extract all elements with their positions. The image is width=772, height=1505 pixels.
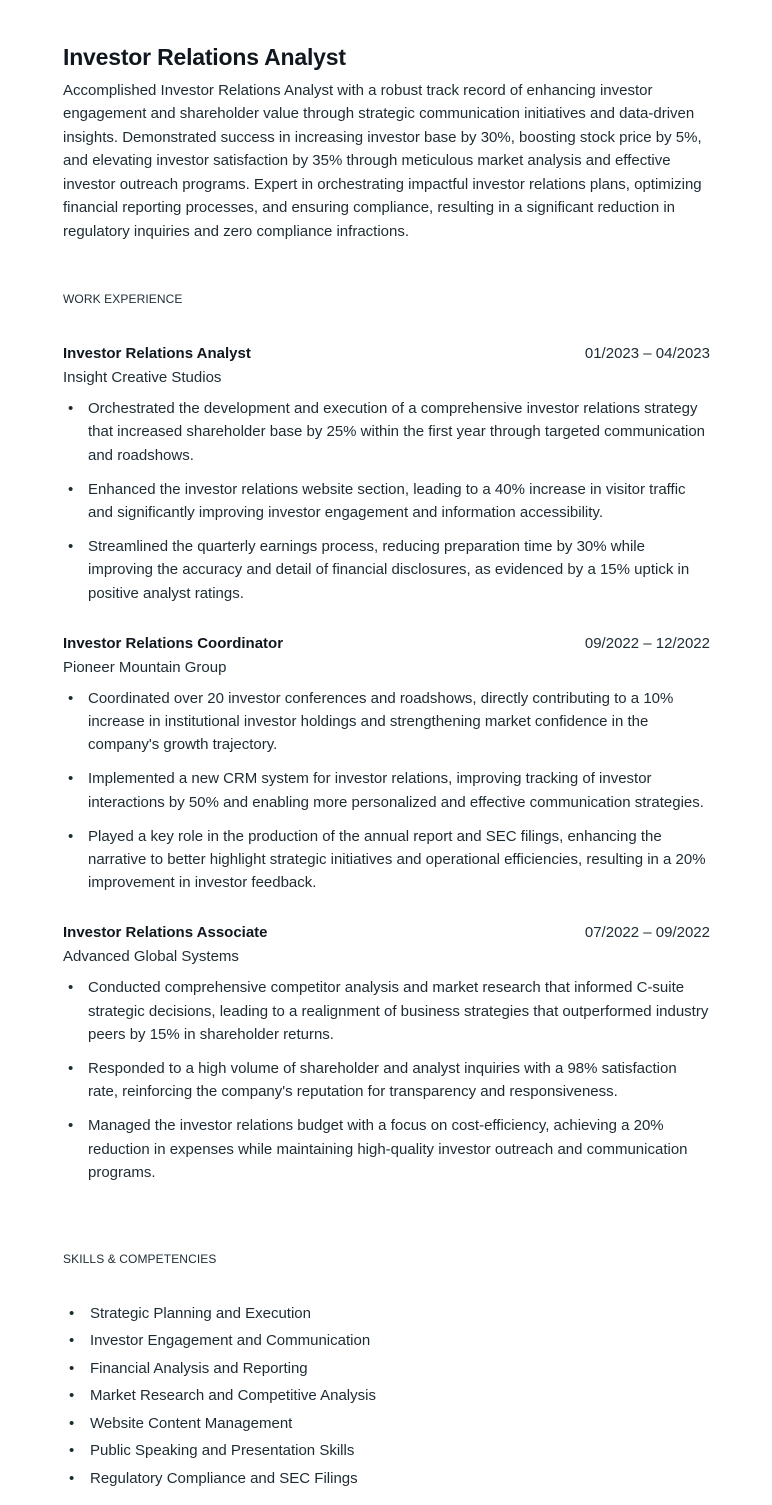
skill-item-label: Public Speaking and Presentation Skills [90, 1442, 355, 1460]
skills-heading: SKILLS & COMPETENCIES [63, 1251, 217, 1266]
job-date-range: 07/2022 – 09/2022 [584, 924, 710, 942]
job-entry [63, 633, 710, 895]
job-bullet-list [63, 397, 710, 605]
bullet-icon: • [68, 770, 74, 788]
skills-section [63, 1251, 710, 1490]
job-title: Investor Relations Analyst [63, 345, 251, 363]
job-header [63, 343, 710, 364]
skill-item-label: Investor Engagement and Communication [90, 1332, 371, 1350]
job-bullet [63, 1114, 710, 1184]
work-experience-entries [63, 343, 710, 1184]
job-bullet-text: Orchestrated the development and execution of a comprehensive investor relations strategy that increased shareholder base by 25% within the first year through targeted communication and roadshows. [88, 400, 706, 464]
bullet-icon: • [68, 979, 74, 997]
bullet-icon: • [68, 400, 74, 418]
job-bullet-text: Conducted comprehensive competitor analysis and market research that informed C-suite strategic decisions, leading to a realignment of business strategies that outperformed industry peers by 15% in shareholder returns. [88, 979, 709, 1043]
job-bullet [63, 397, 710, 467]
job-date-range: 01/2023 – 04/2023 [584, 345, 710, 363]
bullet-icon: • [68, 538, 74, 556]
skill-item-label: Regulatory Compliance and SEC Filings [90, 1469, 358, 1487]
job-bullet [63, 825, 710, 895]
job-bullet [63, 535, 710, 605]
bullet-icon: • [68, 1059, 74, 1077]
job-title: Investor Relations Associate [63, 924, 268, 942]
job-bullet [63, 1057, 710, 1103]
job-header [63, 922, 710, 943]
skill-item-label: Financial Analysis and Reporting [90, 1359, 308, 1377]
job-company: Pioneer Mountain Group [63, 658, 227, 676]
job-bullet-text: Managed the investor relations budget with a focus on cost-efficiency, achieving a 20% reduction in expenses while maintaining high-quality investor outreach and communication programs. [88, 1117, 688, 1181]
bullet-icon: • [69, 1332, 75, 1350]
job-bullet-text: Implemented a new CRM system for investor relations, improving tracking of investor interactions by 50% and enabling more personalized and effective communication strategies. [88, 770, 704, 811]
bullet-icon: • [68, 480, 74, 498]
bullet-icon: • [69, 1304, 75, 1322]
bullet-icon: • [68, 827, 74, 845]
skill-item [63, 1385, 710, 1407]
skill-item [63, 1330, 710, 1352]
job-bullet-text: Streamlined the quarterly earnings process, reducing preparation time by 30% while improving the accuracy and detail of financial disclosures, as evidenced by a 15% uptick in positive analyst ratings. [88, 538, 690, 602]
job-entry [63, 922, 710, 1184]
bullet-icon: • [69, 1387, 75, 1405]
bullet-icon: • [68, 689, 74, 707]
skill-item [63, 1468, 710, 1490]
skill-item [63, 1440, 710, 1462]
skill-item-label: Website Content Management [90, 1414, 293, 1432]
bullet-icon: • [69, 1442, 75, 1460]
skill-item [63, 1358, 710, 1380]
work-experience-heading: WORK EXPERIENCE [63, 292, 183, 307]
job-title: Investor Relations Coordinator [63, 634, 284, 652]
skill-item [63, 1303, 710, 1325]
job-date-range: 09/2022 – 12/2022 [584, 634, 710, 652]
work-experience-section [63, 291, 710, 1184]
skills-list [63, 1303, 710, 1490]
skill-item-label: Strategic Planning and Execution [90, 1304, 311, 1322]
job-bullet-list [63, 687, 710, 895]
job-entry [63, 343, 710, 605]
job-bullet-text: Enhanced the investor relations website section, leading to a 40% increase in visitor traffic and significantly improving investor engagement and information accessibility. [88, 480, 686, 521]
job-bullet [63, 687, 710, 757]
job-bullet [63, 767, 710, 813]
professional-summary: Accomplished Investor Relations Analyst with a robust track record of enhancing investor engagement and shareholder value through strategic communication initiatives and data-driven insights. Demonstrated success in increasing investor base by 30%, boosting stock price by 5%, and elevating investor satisfaction by 35% through meticulous market analysis and effective investor outreach programs. Expert in orchestrating impactful investor relations plans, optimizing financial reporting processes, and ensuring compliance, resulting in a significant reduction in regulatory inquiries and zero compliance infractions. [63, 81, 702, 240]
job-bullet [63, 976, 710, 1046]
skill-item [63, 1413, 710, 1435]
job-bullet-text: Responded to a high volume of shareholder and analyst inquiries with a 98% satisfaction rate, reinforcing the company's reputation for transparency and responsiveness. [88, 1059, 677, 1101]
job-company: Advanced Global Systems [63, 948, 239, 966]
bullet-icon: • [68, 1117, 74, 1135]
job-bullet [63, 478, 710, 524]
job-bullet-text: Coordinated over 20 investor conferences and roadshows, directly contributing to a 10% increase in institutional investor holdings and strengthening market confidence in the company's growth trajectory. [88, 689, 674, 754]
job-company: Insight Creative Studios [63, 369, 222, 387]
bullet-icon: • [69, 1469, 75, 1487]
job-bullet-text: Played a key role in the production of the annual report and SEC filings, enhancing the narrative to better highlight strategic initiatives and operational efficiencies, resulting in a 20% improvement in investor feedback. [88, 827, 706, 892]
bullet-icon: • [69, 1359, 75, 1377]
bullet-icon: • [69, 1414, 75, 1432]
job-bullet-list [63, 976, 710, 1184]
skill-item-label: Market Research and Competitive Analysis [90, 1387, 376, 1405]
page-title: Investor Relations Analyst [63, 44, 346, 70]
job-header [63, 633, 710, 654]
